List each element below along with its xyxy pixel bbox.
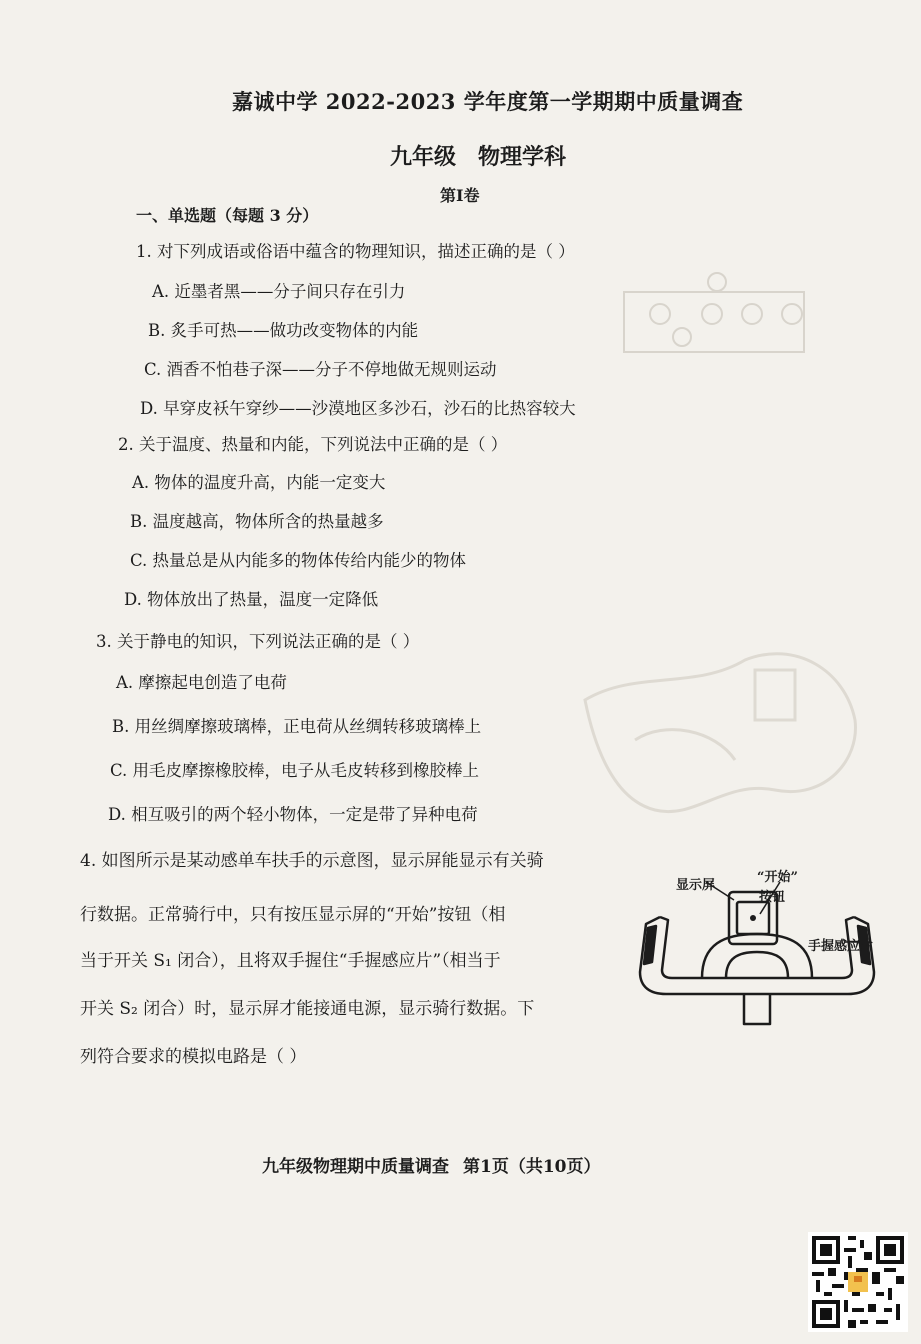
- question-3-option-a: A. 摩擦起电创造了电荷: [116, 673, 287, 692]
- question-4-line-3: 当于开关 S₁ 闭合），且将双手握住“手握感应片”（相当于: [80, 951, 501, 971]
- footer-page-number: 第1页（共10页）: [463, 1157, 601, 1177]
- figure-label-sensor: 手握感应片: [808, 939, 874, 954]
- question-2-stem: 2. 关于温度、热量和内能，下列说法中正确的是（ ）: [118, 435, 508, 454]
- subject-label: 物理学科: [478, 144, 567, 170]
- question-2-option-d: D. 物体放出了热量，温度一定降低: [124, 590, 379, 609]
- figure-label-start: “开始”: [757, 870, 798, 885]
- question-3-option-b: B. 用丝绸摩擦玻璃棒，正电荷从丝绸转移玻璃棒上: [112, 717, 482, 736]
- page-footer: [262, 1152, 601, 1177]
- question-1-option-d: D. 早穿皮袄午穿纱——沙漠地区多沙石，沙石的比热容较大: [140, 399, 576, 418]
- question-3-option-c: C. 用毛皮摩擦橡胶棒，电子从毛皮转移到橡胶棒上: [110, 761, 480, 780]
- footer-exam-name: 九年级物理期中质量调查: [262, 1157, 449, 1177]
- question-4-line-5: 列符合要求的模拟电路是（ ）: [80, 1047, 307, 1067]
- question-2-option-a: A. 物体的温度升高，内能一定变大: [132, 473, 386, 492]
- question-1-option-b: B. 炙手可热——做功改变物体的内能: [148, 321, 419, 340]
- figure-label-screen: 显示屏: [676, 878, 716, 893]
- figure-label-button: 按钮: [759, 890, 786, 905]
- question-2-option-b: B. 温度越高，物体所含的热量越多: [130, 512, 384, 531]
- question-4-line-4: 开关 S₂ 闭合）时，显示屏才能接通电源，显示骑行数据。下: [80, 999, 535, 1019]
- volume-label: 第I卷: [440, 186, 480, 205]
- bleed-through-sketch: [575, 630, 865, 830]
- question-3-stem: 3. 关于静电的知识，下列说法正确的是（ ）: [96, 632, 420, 651]
- question-3-option-d: D. 相互吸引的两个轻小物体，一定是带了异种电荷: [108, 805, 478, 824]
- exam-subtitle: [390, 140, 588, 171]
- question-4-line-2: 行数据。正常骑行中，只有按压显示屏的“开始”按钮（相: [80, 905, 506, 925]
- qr-code-icon: [808, 1232, 908, 1332]
- exam-title: 嘉诚中学 2022-2023 学年度第一学期期中质量调查: [232, 89, 744, 114]
- grade-label: 九年级: [390, 144, 457, 170]
- question-1-option-a: A. 近墨者黑——分子间只存在引力: [152, 282, 406, 301]
- question-4-line-1: 4. 如图所示是某动感单车扶手的示意图，显示屏能显示有关骑: [80, 851, 544, 871]
- question-1-stem: 1. 对下列成语或俗语中蕴含的物理知识，描述正确的是（ ）: [136, 242, 575, 261]
- section-title: 一、单选题（每题 3 分）: [136, 206, 319, 225]
- question-1-option-c: C. 酒香不怕巷子深——分子不停地做无规则运动: [144, 360, 497, 379]
- bleed-through-circuit: [612, 262, 822, 372]
- question-2-option-c: C. 热量总是从内能多的物体传给内能少的物体: [130, 551, 467, 570]
